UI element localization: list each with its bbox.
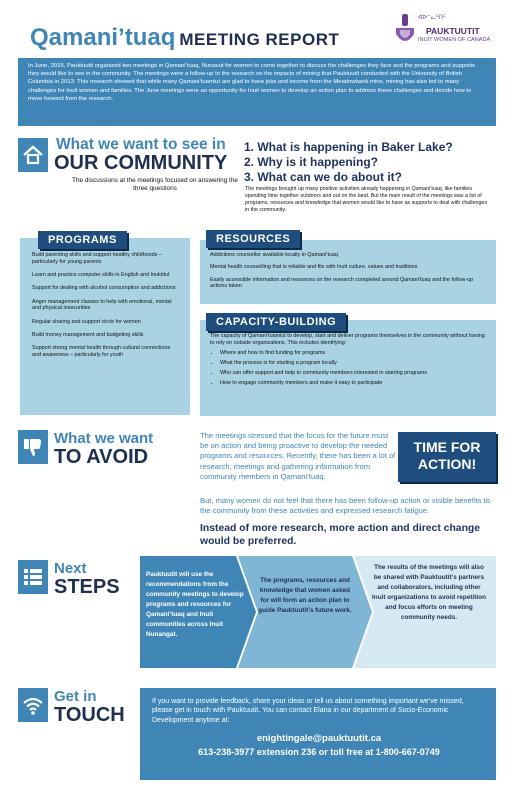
capacity-label: CAPACITY-BUILDING [206,313,346,331]
capacity-item: • What the process is for starting a program locally [220,360,488,367]
programs-label: PROGRAMS [38,231,127,249]
program-item: Learn and practice computer skills in English and Inuktitut [32,272,170,279]
question-item: 1. What is happening in Baker Lake? [244,140,453,154]
resources-label: RESOURCES [206,230,300,248]
contact-description: If you want to provide feedback, share your ideas or tell us about something important we’ve missed, please get in touch with Pauktuutit. You can contact Elana in our department of Socio-Economic Development anytime at: [152,698,464,724]
resource-item: Mental health counselling that is reliable and fits with Inuit culture, values and traditions [210,264,418,271]
contact-email-link[interactable]: enightingale@pauktuutit.ca [256,732,382,744]
action-line-2: ACTION! [417,456,477,472]
programs-box [20,238,190,415]
page-title [30,24,339,52]
avoid-section-icon [18,430,48,464]
program-item: Anger management classes to help with emotional, mental and physical insecurities [32,298,172,312]
community-title-big: OUR COMMUNITY [54,152,228,174]
capacity-item: • How to engage community members and make it easy to participate [220,380,488,387]
touch-title-top: Get in [54,688,97,705]
question-item: 2. Why is it happening? [244,155,379,169]
capacity-box [200,320,496,416]
question-item: 3. What can we do about it? [244,170,403,184]
list-icon [22,566,44,588]
touch-title-big: TOUCH [54,704,125,726]
steps-title-top: Next [54,560,87,577]
time-for-action-badge [398,432,496,482]
community-discussion: The discussions at the meetings focused on answering the three questions [72,177,238,192]
logo-subtitle: INUIT WOMEN OF CANADA [418,37,491,43]
ulu-emblem-icon [394,14,416,48]
thumbs-down-icon [22,436,44,458]
action-line-1: TIME FOR [413,439,481,455]
step-3-text: The results of the meetings will also be shared with Pauktuutit’s partners and collaborators, including other Inuit organizations to avoid repetition and focus efforts on meeting community needs. [372,564,486,621]
touch-section-icon [18,688,48,722]
avoid-title-top: What we want [54,430,154,447]
logo-name: PAUKTUUTIT [426,26,480,36]
community-title-top: What we want to see in [56,136,226,153]
program-item: Build money management and budgeting skills [32,332,144,339]
capacity-item: • Where and how to find funding for programs [220,350,488,357]
avoid-text-1: The meetings stressed that the focus for the future must be on action and being proactive to develop the needed programs and resources. Recently, there has been a lot of research, meetings and gathering information from community members in Qamani’tuaq. [200,431,396,481]
logo-syllabics: ᐊᐅᓪᓚᑦᑎᑦ [418,15,446,21]
program-item: Build parenting skills and support healthy childhoods – particularly for young parents [32,252,162,265]
steps-section-icon [18,560,48,594]
contact-phone: 613-238-3977 extension 236 or toll free at 1-800-667-0749 [198,746,440,757]
contact-box [140,688,496,780]
avoid-text-2: But, many women do not feel that there has been follow-up action or visible benefits to the community from these activities and expressed research fatigue. [200,496,490,516]
house-icon [22,144,44,166]
program-item: Regular sharing and support circle for women [32,318,141,325]
program-item: Support strong mental health through cultural connections and awareness – particularly for youth [32,345,171,359]
capacity-item: • Who can offer support and help to community members interested in starting programs [220,370,488,377]
intro-paragraph: In June, 2015, Pauktuutit organized two meetings in Qamani’tuaq, Nunavut for women to come together to discuss the challenges they face and the programs and supports they would like to see in the community. The meetings were a follow-up to the research on the impacts of mining that Pauktuutit conducted with the University of British Columbia in 2013. This research showed that while many Qamani’tuamiut are glad to have jobs and income from the Meadowbank mine, mining has also led to many challenges for Inuit women and families. The June meetings were an opportunity for Inuit women to develop an action plan to address these challenges and decide how to move forward from the research. [18,58,496,126]
community-section-icon [18,138,48,172]
question-list [244,140,504,185]
avoid-title-big: TO AVOID [54,446,149,468]
title-main: Qamani’tuaq [30,24,176,51]
title-sub: MEETING REPORT [179,30,340,49]
resource-item: Easily accessible information and resources on the research completed around Qamani’tuaq and the follow-up actions taken [210,276,474,290]
capacity-description: The capacity of Qamani’tuamiut to develop, start and deliver programs themselves in the community without having to rely on outside organizations. This includes identifying: [210,333,485,346]
step-1-text: Pauktuutit will use the recommendations from the community meetings to develop programs and resources for Qamani’tuaq and Inuit communities across Inuit Nunangat. [146,571,244,638]
resource-item: Addictions counsellor available locally in Qamani’tuaq [210,252,338,258]
community-description: The meetings brought up many positive activities already happening in Qamani’tuaq, like families spending time together outdoors and out on the land. But the main result of the meetings was a list of programs, resources and knowledge that women would like to have as supports to deal with challenges in the community. [245,186,488,213]
steps-title-big: STEPS [54,576,120,598]
avoid-highlight: Instead of more research, more action and direct change would be preferred. [200,523,481,547]
program-item: Support for dealing with alcohol consumption and addictions [32,285,176,292]
wifi-icon [22,694,44,716]
step-2-text: The programs, resources and knowledge that women asked for will form an action plan to guide Pauktuutit’s future work. [258,577,352,614]
pauktuutit-logo [394,12,510,52]
resources-box [200,240,496,304]
